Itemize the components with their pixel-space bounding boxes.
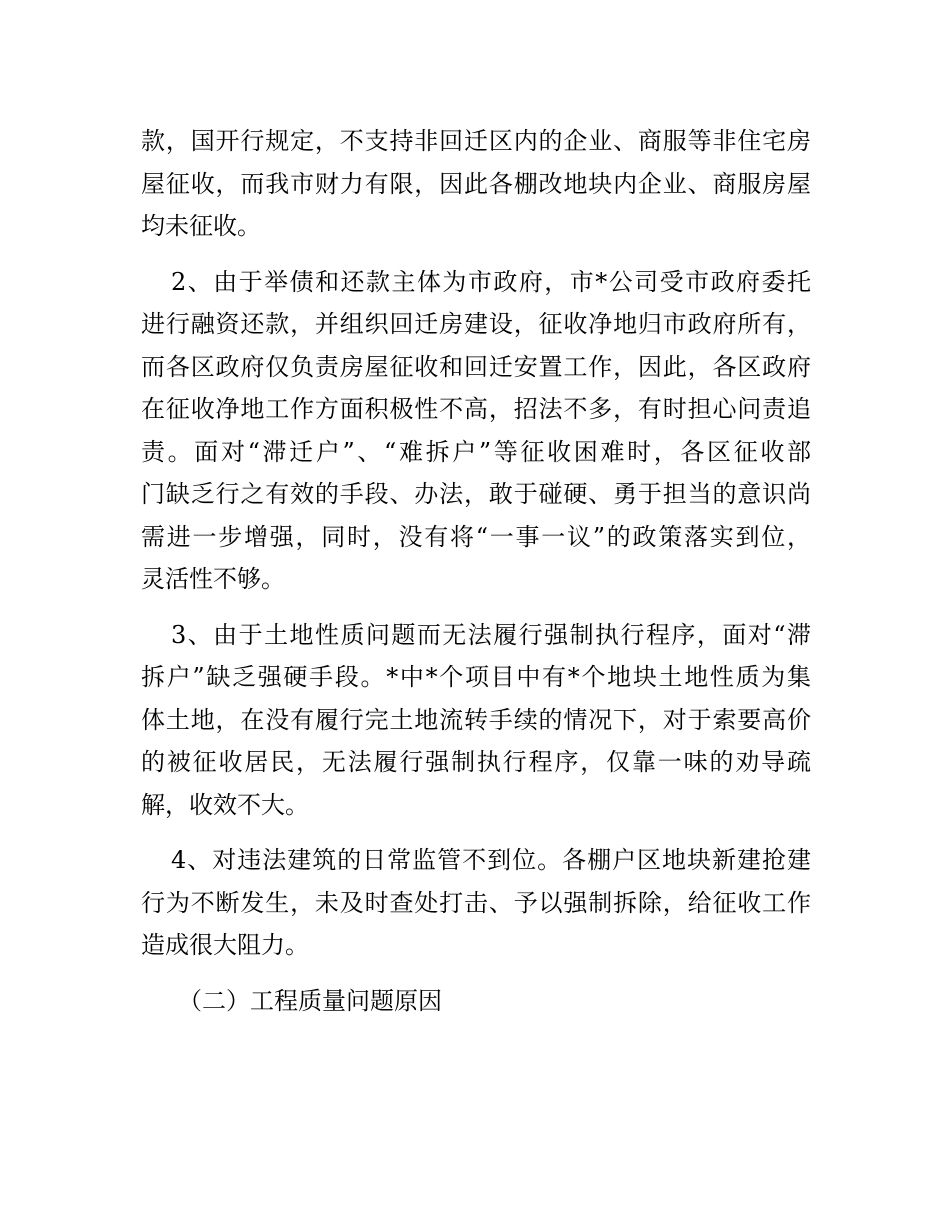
text-line: 在征收净地工作方面积极性不高，招法不多，有时担心问责追 (141, 395, 811, 423)
text-line: 进行融资还款，并组织回迁房建设，征收净地归市政府所有， (141, 310, 811, 338)
text-line: 而各区政府仅负责房屋征收和回迁安置工作，因此，各区政府 (141, 353, 811, 381)
text-line: 行为不断发生，未及时查处打击、予以强制拆除，给征收工作 (141, 889, 811, 917)
text-line: 解，收效不大。 (141, 791, 309, 819)
text-line: 责。面对“滞迁户”、“难拆户”等征收困难时，各区征收部 (141, 438, 811, 466)
text-line: 的被征收居民，无法履行强制执行程序，仅靠一味的劝导疏 (141, 748, 811, 776)
text-line: 体土地，在没有履行完土地流转手续的情况下，对于索要高价 (141, 706, 811, 734)
text-line: 拆户”缺乏强硬手段。*中*个项目中有*个地块土地性质为集 (141, 663, 811, 691)
text-line: 均未征收。 (141, 212, 261, 240)
text-line: 款，国开行规定，不支持非回迁区内的企业、商服等非住宅房 (141, 127, 811, 155)
text-line: 造成很大阻力。 (141, 931, 309, 959)
text-line: 2、由于举债和还款主体为市政府，市*公司受市政府委托 (171, 268, 811, 296)
text-line: 灵活性不够。 (141, 565, 285, 593)
section-heading: （二）工程质量问题原因 (178, 987, 442, 1015)
text-line: 屋征收，而我市财力有限，因此各棚改地块内企业、商服房屋 (141, 170, 811, 198)
text-line: 3、由于土地性质问题而无法履行强制执行程序，面对“滞 (171, 621, 811, 649)
text-line: 门缺乏行之有效的手段、办法，敢于碰硬、勇于担当的意识尚 (141, 480, 811, 508)
text-line: 需进一步增强，同时，没有将“一事一议”的政策落实到位， (141, 523, 811, 551)
text-line: 4、对违法建筑的日常监管不到位。各棚户区地块新建抢建 (171, 846, 811, 874)
